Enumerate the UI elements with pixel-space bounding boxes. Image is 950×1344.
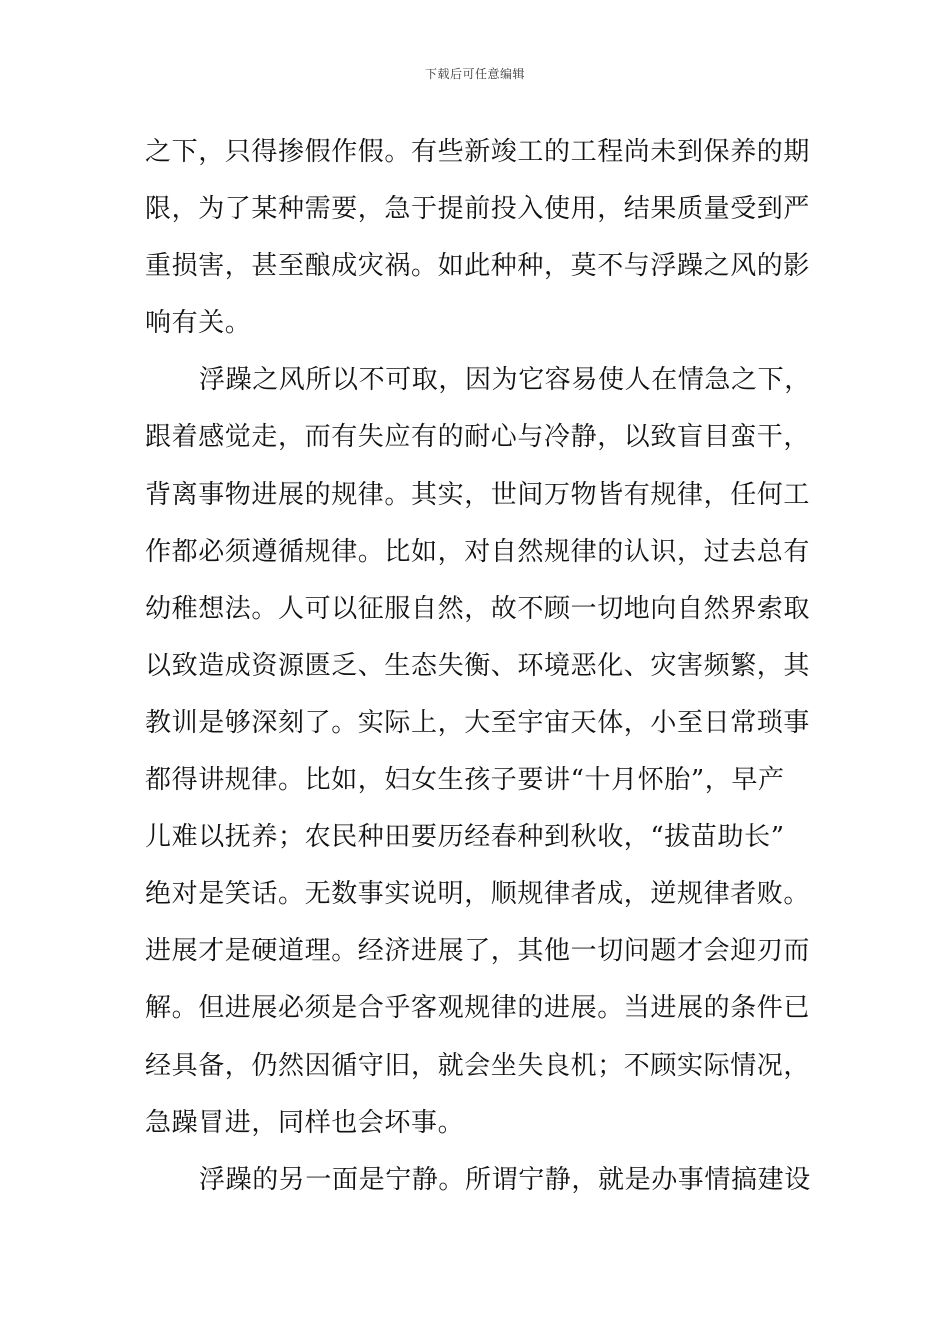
text-line: 幼稚想法。人可以征服自然，故不顾一切地向自然界索取 bbox=[145, 593, 811, 624]
page-header: 下载后可任意编辑 bbox=[424, 67, 525, 81]
text-line: 绝对是笑话。无数事实说明，顺规律者成，逆规律者败。 bbox=[145, 879, 811, 910]
text-line: 作都必须遵循规律。比如，对自然规律的认识，过去总有 bbox=[145, 536, 811, 567]
text-line: 经具备，仍然因循守旧，就会坐失良机；不顾实际情况， bbox=[145, 1050, 811, 1081]
text-line: 以致造成资源匮乏、生态失衡、环境恶化、灾害频繁，其 bbox=[145, 650, 811, 681]
text-line: 急躁冒进，同样也会坏事。 bbox=[145, 1107, 465, 1138]
text-line: 进展才是硬道理。经济进展了，其他一切问题才会迎刃而 bbox=[145, 936, 811, 967]
text-line: 解。但进展必须是合乎客观规律的进展。当进展的条件已 bbox=[145, 993, 811, 1024]
text-line: 儿难以抚养；农民种田要历经春种到秋收，“拔苗助长” bbox=[145, 822, 785, 853]
text-line: 限，为了某种需要，急于提前投入使用，结果质量受到严 bbox=[145, 194, 811, 225]
text-line: 背离事物进展的规律。其实，世间万物皆有规律，任何工 bbox=[145, 479, 811, 510]
text-line: 重损害，甚至酿成灾祸。如此种种，莫不与浮躁之风的影 bbox=[145, 251, 811, 282]
text-line: 跟着感觉走，而有失应有的耐心与冷静，以致盲目蛮干， bbox=[145, 422, 811, 453]
text-line: 都得讲规律。比如，妇女生孩子要讲“十月怀胎”，早产 bbox=[145, 765, 785, 796]
text-line: 之下，只得掺假作假。有些新竣工的工程尚未到保养的期 bbox=[145, 137, 811, 167]
text-line: 教训是够深刻了。实际上，大至宇宙天体，小至日常琐事 bbox=[145, 707, 811, 738]
document-body bbox=[145, 128, 811, 1213]
paragraph-first-line: 浮躁的另一面是宁静。所谓宁静，就是办事情搞建设 bbox=[199, 1164, 811, 1195]
paragraph-first-line: 浮躁之风所以不可取，因为它容易使人在情急之下， bbox=[199, 365, 811, 396]
text-line: 响有关。 bbox=[145, 308, 252, 339]
